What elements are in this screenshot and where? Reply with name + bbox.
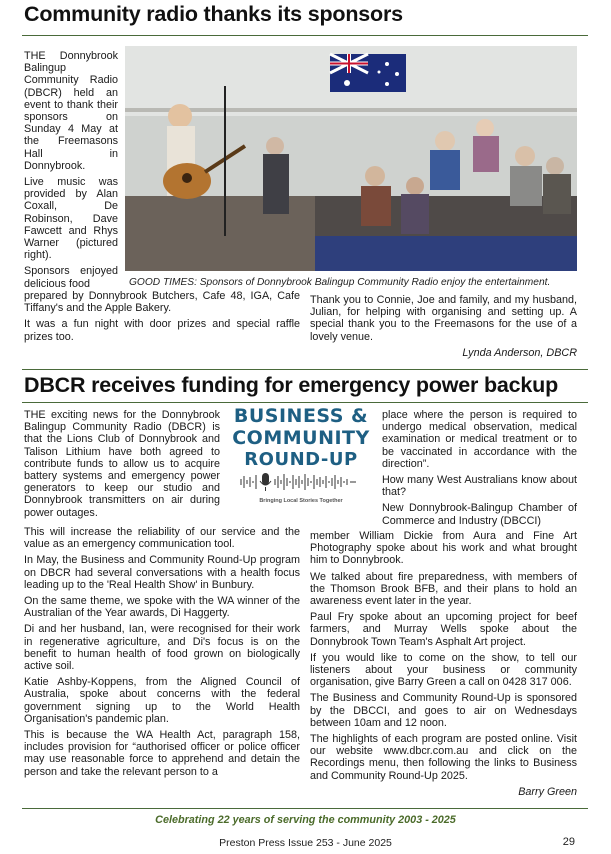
article2-col1-para-3: On the same theme, we spoke with the WA winner of the Australian of the Year awards, Di Haggerty. — [24, 595, 300, 620]
logo-line-2: COMMUNITY — [232, 427, 370, 449]
logo-line-3: ROUND-UP — [244, 449, 358, 470]
article1-thanks: Thank you to Connie, Joe and family, and my husband, Julian, for helping with organising and setting up. A special thank you to the Freemasons for the use of a lovely venue. — [310, 294, 577, 343]
article2-col2-para-6: The highlights of each program are posted online. Visit our website www.dbcr.com.au and click on the Recordings menu, then following the links to Business and Community Round-Up 2025. — [310, 733, 577, 782]
article1-sponsors-rest: prepared by Donnybrook Butchers, Cafe 48, IGA, Cafe Tiffany's and the Apple Bakery. — [24, 290, 300, 315]
article1-rule — [22, 35, 588, 36]
article2-intro-para: THE exciting news for the Donnybrook Balingup Community Radio (DBCR) is that the Lions Club of Donnybrook and Talison Lithium have both agreed to contribute funds to allow us to acquire battery systems and emergency power generators to keep our studio and Donnybrook transmitters on air during power outages. — [24, 409, 220, 519]
article2-col1-para-1: This will increase the reliability of our service and the value as an emergency communication tool. — [24, 526, 300, 551]
article2-col2-top-para-2: How many West Australians know about that? — [382, 474, 577, 499]
article2-column-1 — [24, 526, 300, 782]
article2-top-rule — [22, 369, 588, 370]
article2-col2-top-para-3: New Donnybrook-Balingup Chamber of Commerce and Industry (DBCCI) — [382, 502, 577, 527]
article2-col2-para-3: Paul Fry spoke about an upcoming project for beef farmers, and Murray Wells spoke about the Donnybrook Town Team's Asphalt Art project. — [310, 611, 577, 648]
article1-signature: Lynda Anderson, DBCR — [462, 346, 577, 359]
article1-para-1: THE Donnybrook Balingup Community Radio (DBCR) held an event to thank their sponsors on Sunday 4 May at the Freemasons Hall in Donnybrook. — [24, 50, 118, 172]
photo-illustration — [125, 46, 577, 271]
logo-tagline: Bringing Local Stories Together — [259, 498, 343, 504]
article2-col1-para-4: Di and her husband, Ian, were recognised for their work in regenerative agriculture, and Di's focus is on the benefit to human health of food grown on biologically active soil. — [24, 623, 300, 673]
article1-bottom-right — [310, 294, 577, 359]
footer-issue: Preston Press Issue 253 - June 2025 — [219, 837, 392, 849]
article2-col2-para-1: member William Dickie from Aura and Fine Art Photography spoke about his work and what brought him to Donnybrook. — [310, 530, 577, 567]
article2-column-2-top — [382, 409, 577, 527]
article2-rule — [22, 402, 588, 403]
article2-col2-para-2: We talked about fire preparedness, with members of the Thomson Brook BFB, and their plans to hold an awareness event later in the year. — [310, 570, 577, 608]
article1-bottom-left — [24, 290, 300, 347]
article2-headline: DBCR receives funding for emergency power backup — [24, 373, 559, 397]
footer-rule — [22, 808, 588, 809]
article2-col2-para-5: The Business and Community Round-Up is sponsored by the DBCCI, and goes to air on Wednesdays between 10am and 12 noon. — [310, 692, 577, 729]
australian-flag-icon — [330, 54, 406, 92]
microphone-waveform-icon — [231, 471, 371, 493]
article1-fun-night: It was a fun night with door prizes and special raffle prizes too. — [24, 318, 300, 343]
article2-intro — [24, 409, 220, 519]
article1-sponsors-line: Sponsors enjoyed delicious food — [24, 265, 118, 290]
article2-col2-para-4: If you would like to come on the show, to tell our listeners about your business or community organisation, give Barry Green a call on 0428 317 006. — [310, 651, 577, 689]
article2-col1-para-6: This is because the WA Health Act, paragraph 158, includes provision for “authorised officer or police officer may use reasonable force to apprehend and detain the person and take the relevant person to a — [24, 729, 300, 778]
article1-headline: Community radio thanks its sponsors — [24, 2, 403, 26]
logo-line-1: BUSINESS & — [233, 405, 369, 427]
page-number: 29 — [562, 836, 575, 848]
article2-col2-top-para-1: place where the person is required to undergo medical observation, medical examination or medical treatment or to be vaccinated in accordance with the direction”. — [382, 409, 577, 470]
footer-tagline: Celebrating 22 years of serving the community 2003 - 2025 — [155, 814, 456, 826]
article2-col1-para-5: Katie Ashby-Koppens, from the Aligned Council of Australia, spoke about concerns with the federal government signing up to the World Health Organisation's pandemic plan. — [24, 676, 300, 725]
article1-para-2: Live music was provided by Alan Coxall, De Robinson, Dave Fawcett and Rhys Warner (pictured right). — [24, 176, 118, 262]
sponsors-event-photo — [125, 46, 577, 271]
article2-col1-para-2: In May, the Business and Community Round-Up program on DBCR had several conversations with a health focus leading up to the 'Real Health Show' in Bunbury. — [24, 554, 300, 591]
article1-left-column — [24, 50, 118, 290]
article2-column-2 — [310, 530, 577, 798]
business-community-roundup-logo — [228, 405, 374, 517]
photo-caption: GOOD TIMES: Sponsors of Donnybrook Balingup Community Radio enjoy the entertainment. — [129, 277, 551, 288]
article2-signature: Barry Green — [518, 785, 577, 798]
